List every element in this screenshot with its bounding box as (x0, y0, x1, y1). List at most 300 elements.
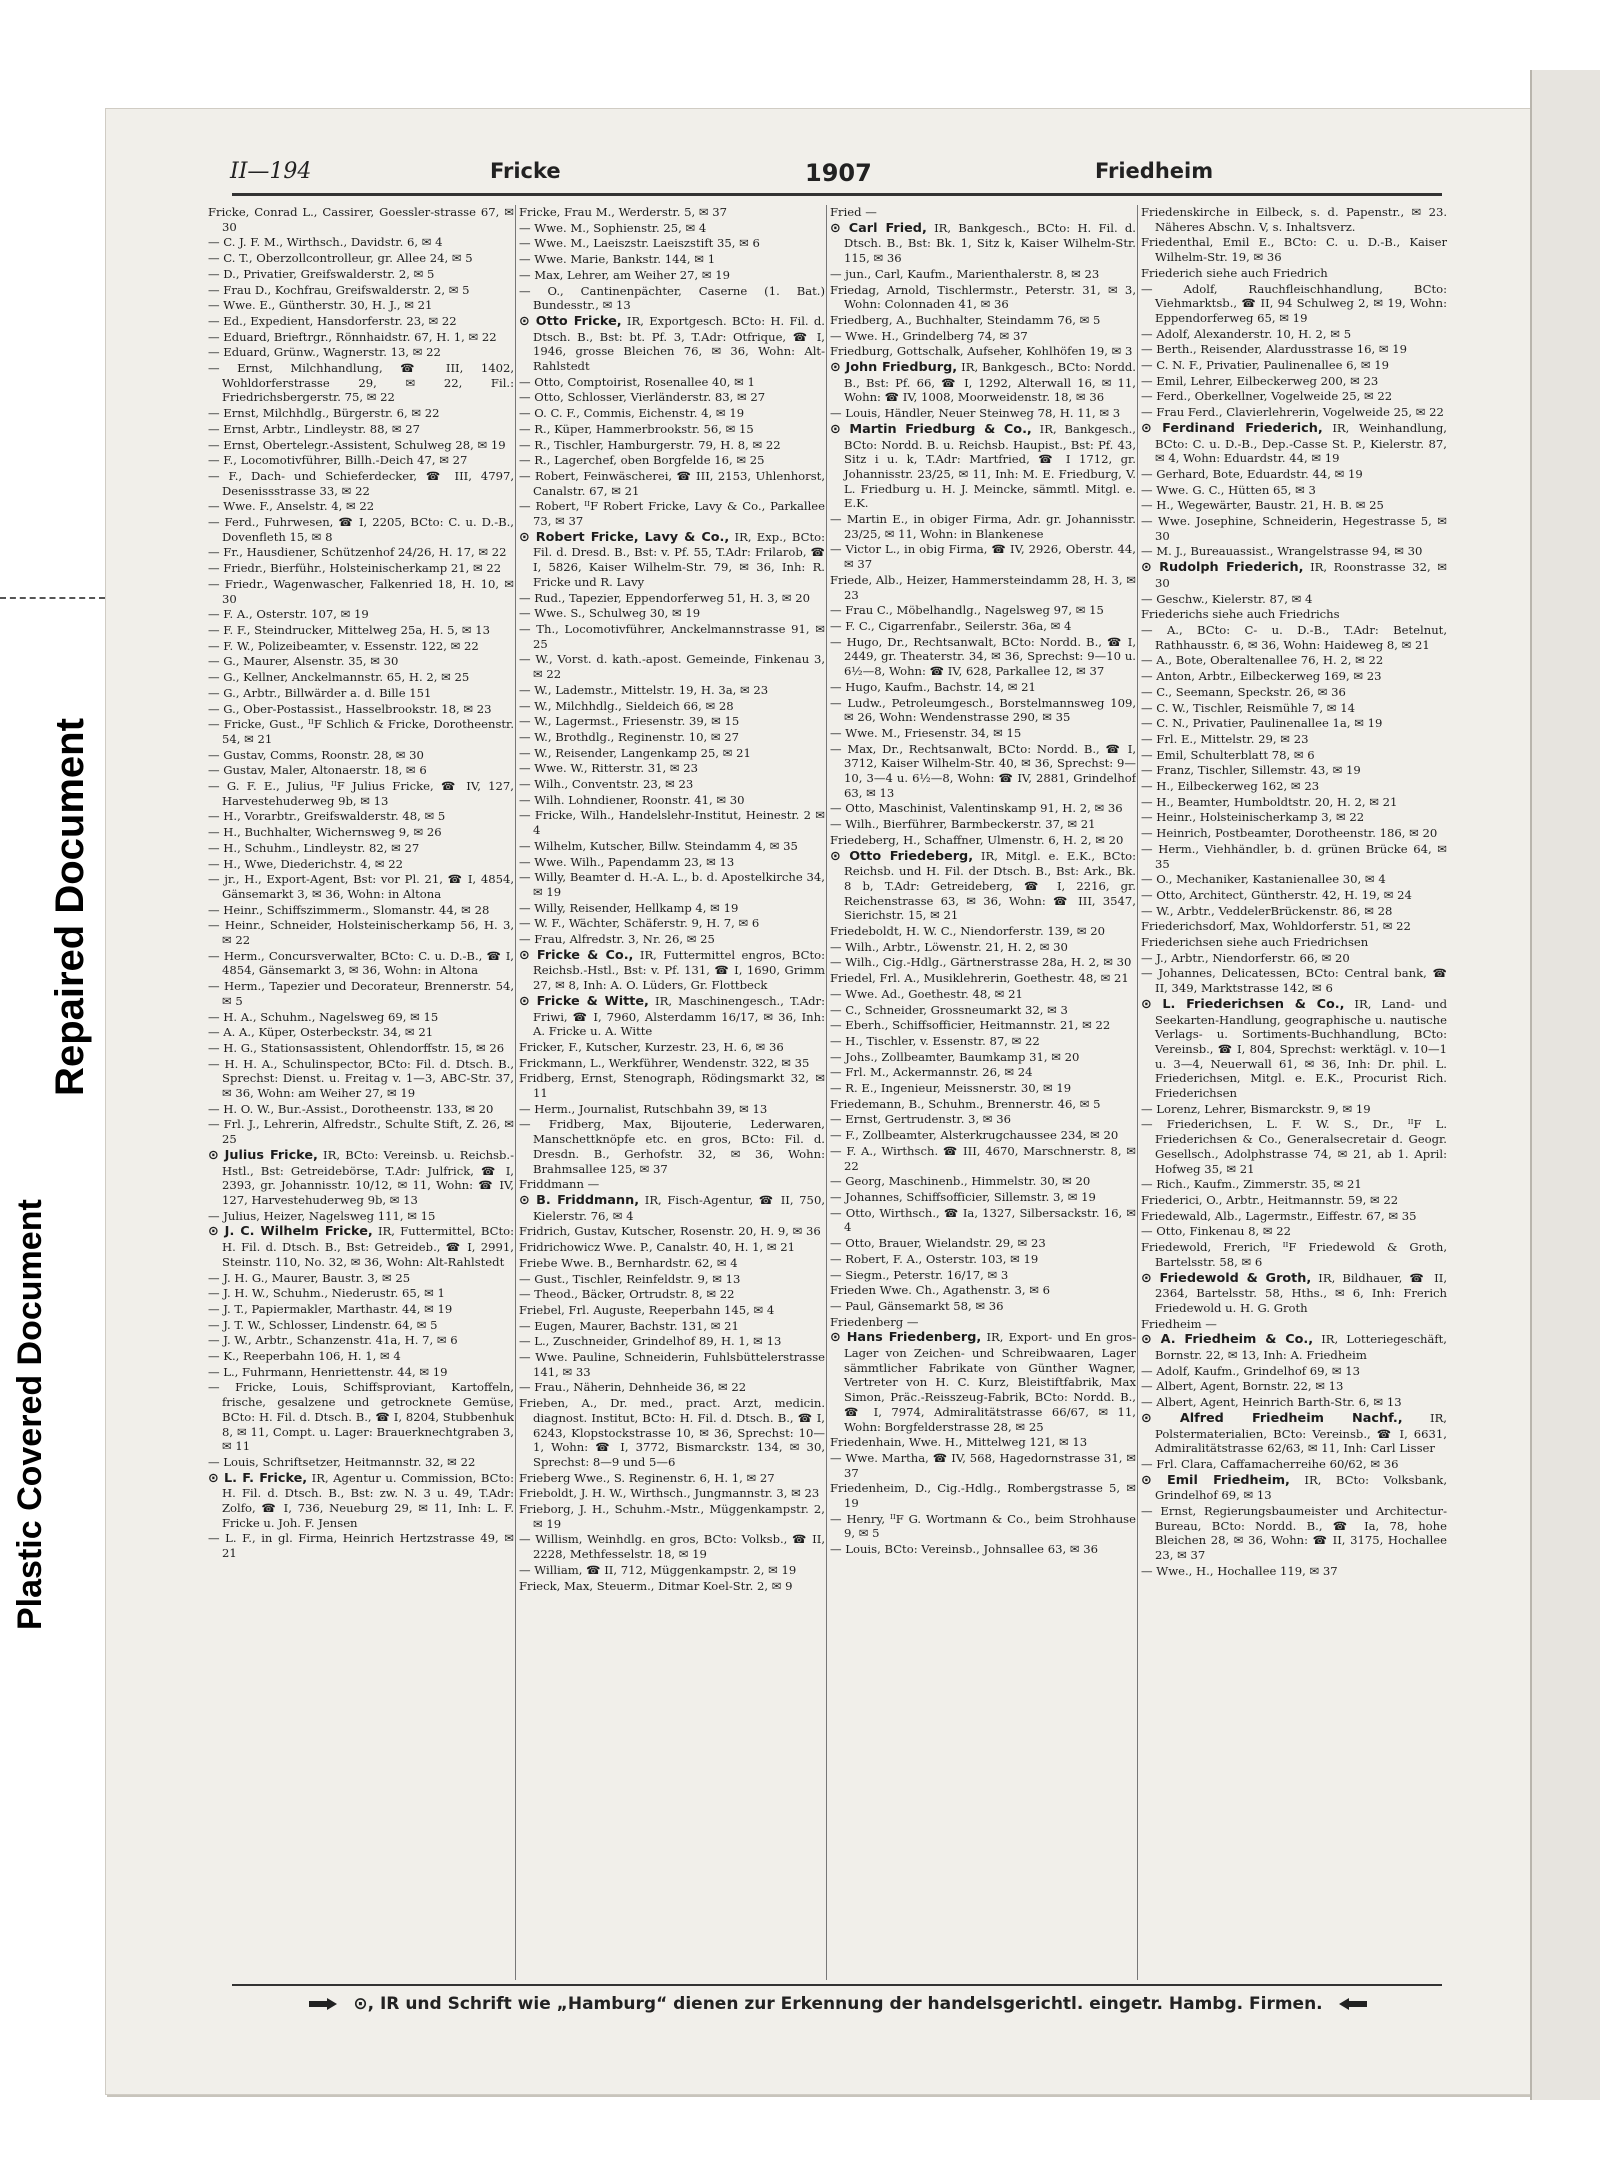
entry-details: H., Wwe, Diederichstr. 4, ✉ 22 (223, 856, 404, 871)
entry-name: — (830, 1002, 842, 1017)
entry-details: F. W., Polizeibeamter, v. Essenstr. 122, ✉ 22 (223, 638, 479, 653)
entry-details: Ernst, Milchhandlung, ☎ III, 1402, Wohldorferstrasse 29, ✉ 22, Fil.: Friedrichsbergerstr. 75, ✉ 22 (222, 361, 514, 405)
entry-details: Otto, Finkenau 8, ✉ 22 (1156, 1224, 1291, 1239)
directory-entry (519, 994, 825, 1039)
directory-entry (1141, 1177, 1447, 1192)
entry-name: Fridrich, (519, 1224, 571, 1239)
entry-details: Wwe., S. Reginenstr. 6, H. 1, ✉ 27 (574, 1470, 775, 1485)
directory-entry (830, 542, 1136, 571)
directory-entry (208, 499, 514, 514)
entry-name: — (208, 809, 220, 824)
entry-details: Rich., Kaufm., Zimmerstr. 35, ✉ 21 (1156, 1177, 1362, 1192)
entry-name: — (1141, 731, 1153, 746)
entry-details: IR, Exp., BCto: Fil. d. Dresd. B., Bst: v. Pf. 55, T.Adr: Frilarob, ☎ I, 5826, Kaiser Wilhelm-Str. 79, ✉ 36, Inh: R. Fricke und R. Lavy (533, 529, 825, 589)
directory-entry (1141, 544, 1447, 559)
entry-details: C. J. F. M., Wirthsch., Davidstr. 6, ✉ 4 (223, 235, 443, 250)
entry-name: — (208, 515, 220, 530)
entry-details: Adolf, Kaufm., Grindelhof 69, ✉ 13 (1156, 1363, 1361, 1378)
directory-entry (1141, 607, 1447, 622)
directory-entry (1141, 358, 1447, 373)
entry-name: — (1141, 482, 1153, 497)
directory-entry (1141, 1379, 1447, 1394)
entry-details: IR, Export- und En gros-Lager von Zeichen- und Schreibwaaren, Lager sämmtlicher Fabrikate von Günther Wagner, Vertreter von H. C. Kurz, Bleistiftfabrik, Max Simon, Präc.-Reisszeug-Fabrik, BCto: Nordd. B., ☎ I, 7974, Admiralitätstrasse 66/67, ✉ 11, Wohn: Borgfelderstrasse 28, ✉ 25 (844, 1330, 1136, 1434)
entry-name: ⊙ Fricke & Witte, (519, 993, 649, 1009)
header-rule (232, 193, 1442, 196)
entry-name: Fridberg, (519, 1071, 575, 1086)
entry-details: J. H. W., Wirthsch., Jungmannstr. 3, ✉ 23 (580, 1486, 820, 1501)
entry-name: — (830, 618, 842, 633)
entry-details: Heinr., Holsteinischerkamp 3, ✉ 22 (1156, 810, 1365, 825)
entry-details: C. W., Tischler, Reismühle 7, ✉ 14 (1156, 700, 1355, 715)
entry-details: Wilh. Lohndiener, Roonstr. 41, ✉ 30 (534, 792, 745, 807)
entry-details: Willism, Weinhdlg. en gros, BCto: Volksb., ☎ II, 2228, Methfesselstr. 18, ✉ 19 (533, 1532, 825, 1562)
entry-details: Wwe. M., Laeiszstr. Laeiszstift 35, ✉ 6 (534, 236, 760, 251)
directory-entry (830, 1081, 1136, 1096)
entry-details: W., Lademstr., Mittelstr. 19, H. 3a, ✉ 23 (534, 682, 769, 697)
directory-entry (1141, 810, 1447, 825)
entry-name: — (1141, 826, 1153, 841)
entry-name: — (519, 236, 531, 251)
entry-name: — (208, 701, 220, 716)
entry-details: Gerhard, Bote, Eduardstr. 44, ✉ 19 (1156, 466, 1363, 481)
directory-entry (1141, 904, 1447, 919)
directory-entry (519, 1102, 825, 1117)
entry-name: — (1141, 358, 1153, 373)
entry-name: — (208, 1117, 220, 1132)
entry-details: IR, Weinhandlung, BCto: C. u. D.-B., Dep.-Casse St. P., Kielerstr. 87, ✉ 4, Wohn: Eduardstr. 44, ✉ 19 (1155, 420, 1447, 466)
entry-name: — (208, 918, 220, 933)
directory-entry (208, 1117, 514, 1146)
entry-name: — (519, 1562, 531, 1577)
entry-name: — (830, 634, 842, 649)
directory-entry (208, 918, 514, 947)
directory-entry (830, 1435, 1136, 1450)
entry-name: — (208, 251, 220, 266)
entry-name: — Friederichsen, L. F. W. S., (1141, 1117, 1359, 1132)
entry-name: Friedenthal, (1141, 235, 1214, 250)
directory-entry (830, 1252, 1136, 1267)
entry-name: — (208, 406, 220, 421)
entry-name: — (830, 1112, 842, 1127)
entry-name: — (1141, 903, 1153, 918)
entry-name: — (519, 652, 531, 667)
entry-details: IR, Bildhauer, ☎ II, 2364, Bartelsstr. 58, Hths., ✉ 6, Inh: Frerich Friedewold u. H. G. Groth (1155, 1270, 1447, 1315)
entry-details: Alb., Heizer, Hammersteindamm 28, H. 3, ✉ 23 (844, 572, 1136, 602)
column-divider (826, 205, 827, 1980)
entry-name: — (1141, 1101, 1153, 1116)
directory-entry (1141, 1395, 1447, 1410)
entry-details: Frl. J., Lehrerin, Alfredstr., Schulte Stift, Z. 26, ✉ 25 (222, 1117, 514, 1147)
entry-name: — (208, 576, 220, 591)
directory-entry (519, 1471, 825, 1486)
directory-entry (519, 1380, 825, 1395)
entry-name: — (208, 1380, 220, 1395)
directory-entry (519, 1224, 825, 1239)
entry-name: — (830, 1065, 842, 1080)
directory-entry (208, 1455, 514, 1470)
directory-entry (208, 841, 514, 856)
entry-details: Theod., Bäcker, Ortrudstr. 8, ✉ 22 (534, 1287, 735, 1302)
entry-name: — (208, 421, 220, 436)
entry-name: Friebe (519, 1255, 558, 1270)
entry-name: Friedenhain, (830, 1435, 906, 1450)
entry-details: A., Bote, Oberaltenallee 76, H. 2, ✉ 22 (1156, 653, 1384, 668)
directory-entry (1141, 1564, 1447, 1579)
entry-details: O. C. F., Commis, Eichenstr. 4, ✉ 19 (534, 406, 745, 421)
directory-entry (519, 948, 825, 993)
entry-details: IR, Fisch-Agentur, ☎ II, 750, Kielerstr. 76, ✉ 4 (533, 1193, 825, 1223)
entry-details: Robert, ᴵᴵF Robert Fricke, Lavy & Co., Parkallee 73, ✉ 37 (533, 499, 825, 529)
entry-details: L., Zuschneider, Grindelhof 89, H. 1, ✉ 13 (534, 1334, 782, 1349)
entry-details: J. W., Arbtr., Schanzenstr. 41a, H. 7, ✉ 6 (223, 1333, 458, 1348)
entry-details: Wwe. Martha, ☎ IV, 568, Hagedornstrasse 31, ✉ 37 (844, 1450, 1136, 1480)
entry-name: Fricke, (519, 205, 561, 219)
entry-name: — (519, 932, 531, 947)
directory-entry (208, 1302, 514, 1317)
directory-entry (519, 1579, 825, 1594)
entry-name: — (1141, 1504, 1153, 1519)
entry-details: F., Zollbeamter, Alsterkrugchaussee 234, ✉ 20 (845, 1128, 1119, 1143)
directory-entry (208, 1057, 514, 1101)
directory-entry (1141, 1473, 1447, 1503)
directory-entry (519, 422, 825, 437)
entry-details: Otto, Schlosser, Vierländerstr. 83, ✉ 27 (534, 390, 766, 405)
entry-details: Max, Dr., Rechtsanwalt, BCto: Nordd. B., ☎ I, 3712, Kaiser Wilhelm-Str. 40, ✉ 36, Sprechst: 9—10, 3—4 u. 6½—8, Wohn: ☎ IV, 2881, Grindelhof 63, ✉ 13 (844, 741, 1136, 800)
entry-details: Max, Lehrer, am Weiher 27, ✉ 19 (534, 267, 731, 282)
footer-note (238, 1990, 1438, 2018)
entry-details: Georg, Maschinenb., Himmelstr. 30, ✉ 20 (845, 1174, 1091, 1189)
entry-details: Wwe. G. C., Hütten 65, ✉ 3 (1156, 482, 1316, 497)
entry-name: — (1141, 966, 1153, 981)
entry-name: — (519, 220, 531, 235)
entry-name: — (830, 986, 842, 1001)
entry-name: — (208, 468, 220, 483)
entry-details: Louis, Schriftsetzer, Heitmannstr. 32, ✉ 22 (223, 1454, 476, 1469)
entry-details: Wwe. B., Bernhardstr. 62, ✉ 4 (561, 1255, 738, 1270)
directory-entry (519, 808, 825, 837)
directory-column-2 (519, 205, 825, 1980)
entry-name: Frieboldt, (519, 1486, 578, 1501)
entry-name: ⊙ Otto Friedeberg, (830, 848, 974, 864)
directory-entry (208, 1010, 514, 1025)
directory-entry (1141, 205, 1447, 234)
entry-details: Ernst, Stenograph, Rödingsmarkt 32, ✉ 11 (533, 1071, 825, 1101)
directory-entry (830, 635, 1136, 679)
entry-details: Lorenz, Lehrer, Bismarckstr. 9, ✉ 19 (1156, 1101, 1371, 1116)
entry-details: Ernst, Gertrudenstr. 3, ✉ 36 (845, 1112, 1011, 1127)
entry-details: W. F., Wächter, Schäferstr. 9, H. 7, ✉ 6 (534, 916, 760, 931)
column-divider (1137, 205, 1138, 1980)
entry-details: Gustav, Kutscher, Rosenstr. 20, H. 9, ✉ 36 (574, 1224, 821, 1239)
entry-details: IR, Roonstrasse 32, ✉ 30 (1155, 560, 1447, 590)
directory-entry (1141, 716, 1447, 731)
directory-entry (519, 1056, 825, 1071)
entry-name: — (830, 741, 842, 756)
directory-entry (208, 607, 514, 622)
entry-details: B., Schuhm., Brennerstr. 46, ✉ 5 (908, 1096, 1101, 1111)
entry-name: ⊙ Friedewold & Groth, (1141, 1270, 1312, 1286)
directory-entry (1141, 374, 1447, 389)
directory-entry (830, 801, 1136, 816)
entry-name: — (208, 345, 220, 360)
directory-entry (830, 1315, 1136, 1330)
entry-details: Hugo, Dr., Rechtsanwalt, BCto: Nordd. B., ☎ I, 2449, gr. Theaterstr. 34, ✉ 36, Sprechst: 9—10 u. 6½—8, Wohn: ☎ IV, 628, Parkallee 12, ✉ 37 (844, 634, 1136, 679)
directory-entry (208, 267, 514, 282)
directory-entry (519, 1303, 825, 1318)
entry-details: Bijouterie, Lederwaren, Manschettknöpfe etc. en gros, BCto: Fil. d. Dresdn. B., Gerhofstr. 32, ✉ 36, Wohn: Brahmsallee 125, ✉ 37 (533, 1117, 825, 1176)
directory-entry (830, 619, 1136, 634)
entry-details: F., Dach- und Schieferdecker, ☎ III, 4797, Desenissstrasse 33, ✉ 22 (222, 468, 514, 498)
entry-name: — (519, 761, 531, 776)
entry-details: Ludw., Petroleumgesch., Borstelmannsweg 109, ✉ 26, Wohn: Wendenstrasse 290, ✉ 35 (844, 695, 1136, 725)
entry-details: jr., H., Export-Agent, Bst: vor Pl. 21, ☎ I, 4854, Gänsemarkt 3, ✉ 36, Wohn: in Altona (222, 872, 514, 901)
entry-name: — (208, 313, 220, 328)
entry-name: — (830, 1190, 842, 1204)
directory-entry (1141, 919, 1447, 934)
entry-name: — (208, 1040, 220, 1055)
entry-name: — (208, 638, 220, 653)
directory-year: 1907 (805, 159, 872, 187)
directory-entry (1141, 842, 1447, 871)
entry-details: L. F., in gl. Firma, Heinrich Hertzstrasse 49, ✉ 21 (222, 1531, 514, 1561)
directory-entry (830, 1299, 1136, 1314)
entry-name: ⊙ Rudolph Friederich, (1141, 560, 1304, 576)
directory-entry (1141, 282, 1447, 326)
entry-details: Emil E., BCto: C. u. D.-B., Kaiser Wilhelm-Str. 19, ✉ 36 (1155, 235, 1447, 265)
directory-entry (830, 512, 1136, 541)
directory-entry (1141, 669, 1447, 684)
entry-name: — (1141, 810, 1153, 825)
directory-entry (519, 205, 825, 220)
directory-entry (1141, 1504, 1447, 1563)
directory-entry (830, 422, 1136, 511)
directory-entry (519, 916, 825, 931)
entry-name: — (1141, 872, 1153, 887)
entry-details: H. H. A., Schulinspector, BCto: Fil. d. Dtsch. B., Sprechst: Dienst. u. Freitag v. 1—3, ABC-Str. 37, ✉ 36, Wohn: am Weiher 27, ✉ 19 (222, 1056, 514, 1101)
entry-name: — (830, 955, 842, 970)
entry-name: — (1141, 373, 1153, 388)
directory-entry (519, 1350, 825, 1379)
directory-entry (519, 1532, 825, 1561)
entry-name: — (1141, 747, 1153, 762)
directory-entry (1141, 483, 1447, 498)
entry-name: — (208, 1531, 220, 1546)
directory-entry (519, 1193, 825, 1223)
entry-details: IR, Agentur u. Commission, BCto: H. Fil. d. Dtsch. B., Bst: zw. N. 3 u. 49, T.Adr: Zolfo, ☎ I, 736, Neueburg 29, ✉ 11, Inh: L. F. Fricke u. Joh. F. Jensen (222, 1470, 514, 1530)
entry-details: Siegm., Peterstr. 16/17, ✉ 3 (845, 1267, 1009, 1282)
entry-details: Wwe. H., Mittelweg 121, ✉ 13 (908, 1435, 1088, 1450)
entry-name: — (208, 282, 220, 297)
directory-entry (519, 622, 825, 651)
directory-entry (208, 205, 514, 234)
entry-details: s. d. Papenstr., ✉ 23. Näheres Abschn. V, s. Inhaltsverz. (1155, 205, 1447, 234)
directory-entry (208, 314, 514, 329)
entry-name: — (1141, 700, 1153, 715)
entry-name: — (519, 499, 531, 514)
entry-name: — (830, 1174, 842, 1189)
entry-name: Friedel, (830, 971, 876, 986)
entry-name: — (830, 801, 842, 816)
entry-details: Th., Locomotivführer, Anckelmannstrasse 91, ✉ 25 (533, 621, 825, 651)
entry-details: Otto, Architect, Güntherstr. 42, H. 19, ✉ 24 (1156, 887, 1412, 902)
entry-details: H., Beamter, Humboldtstr. 20, H. 2, ✉ 21 (1156, 794, 1398, 809)
entry-name: — (208, 1301, 220, 1316)
directory-entry (830, 221, 1136, 266)
directory-entry (208, 702, 514, 717)
entry-details: Geschw., Kielerstr. 87, ✉ 4 (1156, 591, 1313, 606)
entry-details: G., Kellner, Anckelmannstr. 65, H. 2, ✉ 25 (223, 670, 470, 685)
entry-name: — (208, 685, 220, 700)
entry-name: ⊙ Julius Fricke, (208, 1147, 318, 1163)
directory-entry (208, 825, 514, 840)
entry-details: siehe auch Friedrichsen (1226, 935, 1369, 950)
entry-name: ⊙ Martin Friedburg & Co., (830, 421, 1032, 437)
entry-details: Otto, Maschinist, Valentinskamp 91, H. 2, ✉ 36 (845, 801, 1123, 816)
entry-name: — (519, 437, 531, 452)
directory-entry (830, 1144, 1136, 1173)
directory-entry (830, 1330, 1136, 1434)
directory-entry (1141, 966, 1447, 995)
directory-entry (208, 857, 514, 872)
directory-entry (1141, 405, 1447, 420)
entry-name: — (1141, 342, 1153, 357)
entry-name: — (208, 948, 220, 963)
entry-details: Wilh., Conventstr. 23, ✉ 23 (534, 777, 694, 792)
directory-entry (519, 746, 825, 761)
directory-entry (519, 1334, 825, 1349)
entry-details: IR, Exportgesch. BCto: H. Fil. d. Dtsch. B., Bst: bt. Pf. 3, T.Adr: Otfrique, ☎ I, 1946, grosse Bleichen 76, ✉ 36, Wohn: Alt-Rahlstedt (533, 313, 825, 374)
directory-entry (1141, 1271, 1447, 1316)
directory-entry (208, 809, 514, 824)
entry-details: W., Brothdlg., Reginenstr. 10, ✉ 27 (534, 729, 740, 744)
entry-details: Wwe. S., Schulweg 30, ✉ 19 (534, 606, 701, 621)
entry-details: Wilh., Arbtr., Löwenstr. 21, H. 2, ✉ 30 (845, 939, 1068, 954)
entry-details: F. F., Steindrucker, Mittelweg 25a, H. 5, ✉ 13 (223, 622, 491, 637)
entry-details: H. A., Schuhm., Nagelsweg 69, ✉ 15 (223, 1009, 439, 1024)
entry-details: F. A., Osterstr. 107, ✉ 19 (223, 607, 369, 622)
entry-name: — (519, 606, 531, 621)
entry-name: — (519, 729, 531, 744)
directory-entry (519, 1319, 825, 1334)
directory-entry (208, 903, 514, 918)
entry-name: — (830, 1511, 842, 1526)
entry-name: — (830, 406, 842, 421)
entry-details: D., Cig.-Hdlg., Rombergstrasse 5, ✉ 19 (844, 1481, 1136, 1511)
directory-entry (519, 1240, 825, 1255)
directory-entry (1141, 1240, 1447, 1269)
entry-details: siehe auch Friedrich (1206, 265, 1328, 280)
directory-entry (830, 1065, 1136, 1080)
entry-name: — (519, 1271, 531, 1286)
entry-name: ⊙ Hans Friedenberg, (830, 1330, 982, 1346)
entry-details: Heinr., Schneider, Holsteinischerkamp 56, H. 3, ✉ 22 (222, 918, 514, 948)
entry-name: — (208, 561, 220, 576)
entry-details: Frl. A., Musiklehrerin, Goethestr. 48, ✉ 21 (879, 971, 1129, 986)
directory-entry (208, 1041, 514, 1056)
directory-entry (208, 545, 514, 560)
entry-name: — (208, 1025, 220, 1040)
directory-entry (830, 603, 1136, 618)
entry-name: — (1141, 841, 1153, 856)
entry-name: — (1141, 1563, 1153, 1578)
entry-details: Herm., Tapezier und Decorateur, Brennerstr. 54, ✉ 5 (222, 979, 514, 1008)
entry-details: H., Schuhm., Lindleystr. 82, ✉ 27 (223, 840, 420, 855)
entry-name: Friedenheim, (830, 1481, 909, 1496)
entry-name: — (1141, 887, 1153, 902)
guide-word-right: Friedheim (1095, 159, 1214, 183)
directory-entry (519, 699, 825, 714)
entry-name: — (208, 1454, 220, 1469)
entry-name: — (519, 1380, 531, 1395)
entry-details: F., Locomotivführer, Billh.-Deich 47, ✉ 27 (223, 453, 468, 468)
entry-name: Friedewold, (1141, 1240, 1212, 1255)
entry-name: ⊙ B. Friddmann, (519, 1193, 640, 1208)
entry-details: H., Wegewärter, Baustr. 21, H. B. ✉ 25 (1156, 498, 1384, 513)
directory-entry (208, 639, 514, 654)
entry-details: Heinr., Schiffszimmerm., Slomanstr. 44, ✉ 28 (223, 902, 490, 917)
entry-name: — (519, 621, 531, 636)
directory-entry (519, 221, 825, 236)
entry-details: Johannes, Schiffsofficier, Sillemstr. 3, ✉ 19 (845, 1190, 1096, 1204)
entry-name: Friederichsdorf, (1141, 919, 1237, 934)
entry-details: Rud., Tapezier, Eppendorferweg 51, H. 3, ✉ 20 (534, 590, 810, 605)
directory-entry (519, 530, 825, 590)
entry-name: Frieberg (519, 1470, 571, 1485)
entry-details: Robert, F. A., Osterstr. 103, ✉ 19 (845, 1251, 1039, 1266)
entry-details: Wwe. M., Friesenstr. 34, ✉ 15 (845, 725, 1022, 740)
directory-entry (519, 839, 825, 854)
entry-details: Herm., Viehhändler, b. d. grünen Brücke 64, ✉ 35 (1155, 841, 1447, 871)
entry-name: — (830, 1081, 842, 1096)
entry-details: Wwe. P., Canalstr. 40, H. 1, ✉ 21 (603, 1240, 796, 1255)
entry-name: — (1141, 763, 1153, 778)
directory-entry (208, 345, 514, 360)
entry-name: — (519, 1334, 531, 1349)
entry-details: K., Reeperbahn 106, H. 1, ✉ 4 (223, 1349, 401, 1364)
entry-details: Frerich, ᴵᴵF Friedewold & Groth, Bartelsstr. 58, ✉ 6 (1155, 1240, 1447, 1269)
entry-name: — (1141, 591, 1153, 606)
directory-entry (830, 1236, 1136, 1251)
entry-name: — (519, 1318, 531, 1333)
entry-details: O., Arbtr., Heitmannstr. 59, ✉ 22 (1206, 1193, 1399, 1207)
directory-entry (208, 1148, 514, 1208)
entry-details: Wwe. Marie, Bankstr. 144, ✉ 1 (534, 252, 716, 267)
entry-details: M. J., Bureauassist., Wrangelstrasse 94, ✉ 30 (1156, 544, 1423, 559)
entry-name: — (519, 283, 531, 298)
entry-details: Wwe. Pauline, Schneiderin, Fuhlsbüttelerstrasse 141, ✉ 33 (533, 1350, 825, 1379)
entry-name: — (1141, 1395, 1153, 1410)
entry-details: G. F. E., Julius, ᴵᴵF Julius Fricke, ☎ IV, 127, Harvestehuderweg 9b, ✉ 13 (222, 779, 514, 808)
directory-entry (519, 284, 825, 313)
entry-details: Wwe. Wilh., Papendamm 23, ✉ 13 (534, 854, 735, 869)
entry-name: — (830, 512, 842, 527)
entry-details: J. T. W., Schlosser, Lindenstr. 64, ✉ 5 (223, 1317, 438, 1332)
entry-details: A., Buchhalter, Steindamm 76, ✉ 5 (896, 312, 1101, 327)
entry-name: — (208, 266, 220, 281)
directory-entry (519, 1287, 825, 1302)
entry-details: R., Tischler, Hamburgerstr. 79, H. 8, ✉ 22 (534, 437, 781, 452)
entry-name: — (208, 856, 220, 871)
entry-name: — (208, 840, 220, 855)
directory-column-3 (830, 205, 1136, 1980)
column-divider (515, 205, 516, 1980)
entry-name: — (830, 817, 842, 832)
entry-details: G., Ober-Postassist., Hasselbrookstr. 18, ✉ 23 (223, 701, 492, 716)
directory-entry (1141, 1193, 1447, 1208)
entry-name: — (830, 603, 842, 618)
directory-column-1 (208, 205, 514, 1980)
entry-details: jun., Carl, Kaufm., Marienthalerstr. 8, ✉ 23 (845, 266, 1100, 281)
